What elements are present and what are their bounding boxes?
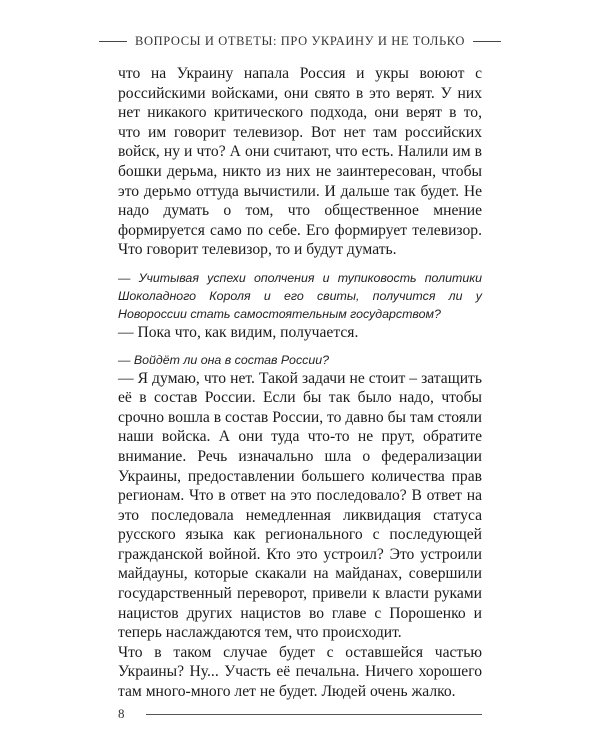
- header-rule-right: [473, 41, 501, 42]
- page-footer: [118, 706, 482, 722]
- footer-rule: [146, 714, 482, 715]
- page-number: 8: [118, 706, 125, 721]
- running-title: ВОПРОСЫ И ОТВЕТЫ: ПРО УКРАИНУ И НЕ ТОЛЬКО: [135, 34, 465, 48]
- main-text: [118, 64, 482, 702]
- answer-2-continued: Что в таком случае будет с оставшейся частью Украины? Ну... Участь её печальна. Ничего хорошего там много-много лет не будет. Людей очень жалко.: [118, 643, 482, 701]
- paragraph: что на Украину напала Россия и укры воюют с российскими войсками, они свято в это верят. У них нет никакого критического подхода, они верят в то, что им говорит телевизор. Вот нет там российских войск, ну и что? А они считают, что есть. Налили им в бошки дерьма, никто из них не заинтересован, чтобы это дерьмо оттуда вычистили. И дальше так будет. Не надо думать о том, что общественное мнение формируется само по себе. Его формирует телевизор. Что говорит телевизор, то и будут думать.: [118, 65, 482, 259]
- question-2: — Войдёт ли она в состав России?: [118, 352, 330, 367]
- header-rule-left: [99, 41, 127, 42]
- running-header: [110, 34, 490, 49]
- question-1: — Учитывая успехи ополчения и тупиковость политики Шоколадного Короля и его свиты, получится ли у Новороссии стать самостоятельным государством?: [118, 270, 482, 321]
- answer-2: — Я думаю, что нет. Такой задачи не стоит – затащить её в состав России. Если бы так было надо, чтобы срочно вошла в состав России, то давно бы там стояли наши войска. А они туда что-то не прут, обратите внимание. Речь изначально шла о федерализации Украины, предоставлении большего количества прав регионам. Что в ответ на это последовало? В ответ на это последовала немедленная ликвидация статуса русского языка как регионального с последующей гражданской войной. Кто это устроил? Это устроили майдауны, которые скакали на майданах, совершили государственный переворот, привели к власти руками нацистов других нацистов во главе с Порошенко и теперь наслаждаются тем, что происходит.: [118, 369, 482, 642]
- answer-1: — Пока что, как видим, получается.: [118, 323, 359, 341]
